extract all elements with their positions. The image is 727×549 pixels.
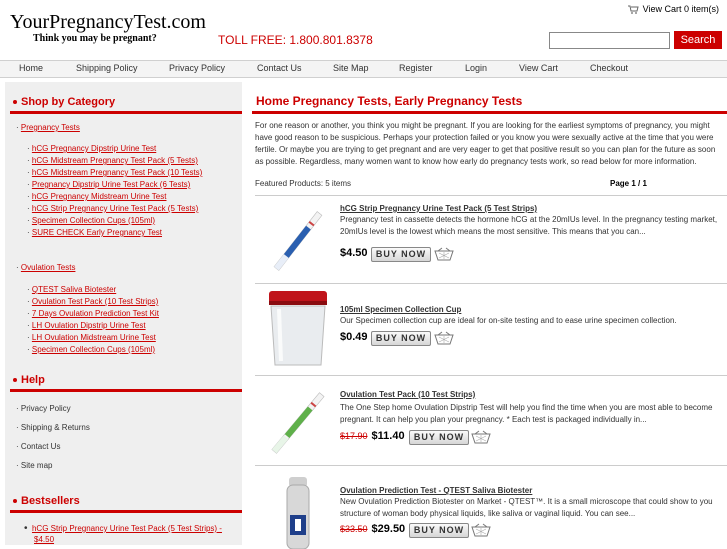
help-contact-us[interactable]: · Contact Us	[16, 442, 61, 451]
old-price: $17.90	[340, 431, 368, 441]
heading-underline	[10, 389, 242, 392]
product-separator	[255, 375, 727, 376]
product-description: New Ovulation Prediction Biotester on Market - QTEST™. It is a small microscope that could show to you structure of woman body physical liquids, like saliva or vaginal liquid. You can see...	[340, 497, 713, 518]
category-item[interactable]: · LH Ovulation Midstream Urine Test	[27, 333, 156, 342]
site-logo[interactable]: YourPregnancyTest.com	[10, 11, 206, 33]
product-price	[340, 247, 368, 259]
category-item-label[interactable]: hCG Midstream Pregnancy Test Pack (5 Tests)	[31, 156, 198, 165]
help-privacy-policy[interactable]: · Privacy Policy	[16, 404, 71, 413]
nav-contact-us[interactable]: Contact Us	[257, 63, 302, 73]
old-price: $33.50	[340, 524, 368, 534]
help-label: Help	[21, 374, 45, 386]
help-title	[13, 374, 45, 386]
nav-home[interactable]: Home	[19, 63, 44, 73]
product-separator	[255, 195, 727, 196]
pregnancy-test-strip-image[interactable]	[259, 201, 337, 279]
page-indicator: Page 1 / 1	[610, 179, 647, 188]
product-name[interactable]: Ovulation Prediction Test - QTEST Saliva Biotester	[340, 486, 533, 495]
help-item-label[interactable]: Contact Us	[20, 442, 61, 451]
category-item-label[interactable]: 7 Days Ovulation Prediction Test Kit	[31, 309, 159, 318]
basket-icon[interactable]	[434, 247, 454, 261]
category-item-label[interactable]: hCG Midstream Pregnancy Test Pack (10 Tests)	[31, 168, 203, 177]
title-underline	[252, 111, 727, 114]
category-item-label[interactable]: hCG Strip Pregnancy Urine Test Pack (5 Tests)	[31, 204, 199, 213]
help-site-map[interactable]: · Site map	[16, 461, 53, 470]
category-item-label[interactable]: hCG Pregnancy Midstream Urine Test	[31, 192, 167, 201]
buy-now-button[interactable]: BUY NOW	[409, 430, 469, 445]
nav-privacy-policy[interactable]: Privacy Policy	[169, 63, 226, 73]
bullet-icon	[13, 499, 17, 503]
product-name[interactable]: hCG Strip Pregnancy Urine Test Pack (5 Test Strips)	[340, 204, 538, 213]
heading-underline	[10, 510, 242, 513]
category-item-label[interactable]: Specimen Collection Cups (105ml)	[31, 345, 156, 354]
product-description: Pregnancy test in cassette detects the hormone hCG at the 20mIUs level. In the pregnancy testing market, 20mIUs level is the lowest which means the most sensitive. This means that you can...	[340, 215, 718, 236]
category-item[interactable]: · Specimen Collection Cups (105ml)	[27, 345, 156, 354]
category-item-label[interactable]: Specimen Collection Cups (105ml)	[31, 216, 156, 225]
price-value: $11.40	[371, 430, 405, 442]
category-item-label[interactable]: LH Ovulation Midstream Urine Test	[31, 333, 156, 342]
featured-count: Featured Products: 5 items	[255, 179, 352, 188]
category-item-label[interactable]: Ovulation Test Pack (10 Test Strips)	[31, 297, 159, 306]
page-title: Home Pregnancy Tests, Early Pregnancy Tests	[256, 94, 523, 108]
product-card	[255, 195, 727, 285]
help-shipping-returns[interactable]: · Shipping & Returns	[16, 423, 90, 432]
bestseller-item-price-label[interactable]: $4.50	[34, 535, 55, 544]
nav-checkout[interactable]: Checkout	[590, 63, 629, 73]
buy-now-button[interactable]: BUY NOW	[409, 523, 469, 538]
shopping-cart-icon	[628, 5, 639, 14]
search-button[interactable]: Search	[674, 31, 722, 49]
category-ovulation-tests-label[interactable]: Ovulation Tests	[20, 263, 76, 272]
category-item[interactable]: · QTEST Saliva Biotester	[27, 285, 117, 294]
category-pregnancy-tests[interactable]: · Pregnancy Tests	[16, 123, 80, 132]
category-ovulation-tests[interactable]: · Ovulation Tests	[16, 263, 76, 272]
product-name[interactable]: 105ml Specimen Collection Cup	[340, 305, 462, 314]
shop-by-category-label: Shop by Category	[21, 96, 116, 108]
basket-icon[interactable]	[471, 430, 491, 444]
bullet-icon	[13, 100, 17, 104]
nav-view-cart[interactable]: View Cart	[519, 63, 558, 73]
nav-site-map[interactable]: Site Map	[333, 63, 369, 73]
category-item[interactable]: · SURE CHECK Early Pregnancy Test	[27, 228, 163, 237]
help-item-label[interactable]: Privacy Policy	[20, 404, 71, 413]
product-card	[255, 465, 727, 545]
bullet-icon	[13, 378, 17, 382]
product-name[interactable]: Ovulation Test Pack (10 Test Strips)	[340, 390, 476, 399]
product-separator	[255, 465, 727, 466]
bestsellers-label: Bestsellers	[21, 495, 80, 507]
price-value: $29.50	[371, 523, 406, 535]
intro-text: For one reason or another, you think you might be pregnant. If you are looking for the earliest symptoms of pregnancy, you might have good reason to be suspicious. Perhaps your protection failed or you know you were sexually active at the time that you were fertile. Or maybe you are trying to get pregnant and are very eager to get that positive result so you can plan for the future as soon as possible. Regardless, many women want to know how early do pregnancy tests work, so read below for more information.	[255, 121, 716, 166]
search-input[interactable]	[549, 32, 670, 49]
ovulation-test-strip-image[interactable]	[259, 381, 337, 459]
heading-underline	[10, 111, 242, 114]
category-item-label[interactable]: Pregnancy Dipstrip Urine Test Pack (6 Tests)	[31, 180, 191, 189]
sidebar	[5, 82, 242, 545]
category-item[interactable]: · hCG Midstream Pregnancy Test Pack (5 Tests)	[27, 156, 198, 165]
buy-now-button[interactable]: BUY NOW	[371, 247, 431, 262]
bestseller-item[interactable]: • hCG Strip Pregnancy Urine Test Pack (5 Test Strips) -	[24, 523, 222, 534]
help-item-label[interactable]: Site map	[20, 461, 53, 470]
product-price	[340, 430, 405, 442]
site-tagline: Think you may be pregnant?	[33, 33, 157, 44]
product-description: The One Step home Ovulation Dipstrip Test will help you find the time when you are most able to become pregnant. It can help you plan your pregnancy. * Each test is packaged individually in...	[340, 403, 713, 424]
price-value: $0.49	[340, 331, 368, 343]
category-item-label[interactable]: QTEST Saliva Biotester	[31, 285, 117, 294]
shop-by-category-title	[13, 96, 115, 108]
help-item-label[interactable]: Shipping & Returns	[20, 423, 90, 432]
category-item-label[interactable]: LH Ovulation Dipstrip Urine Test	[31, 321, 146, 330]
category-item[interactable]: · hCG Strip Pregnancy Urine Test Pack (5 Tests)	[27, 204, 199, 213]
toll-free-number: TOLL FREE: 1.800.801.8378	[218, 33, 373, 47]
category-item[interactable]: · LH Ovulation Dipstrip Urine Test	[27, 321, 146, 330]
nav-shipping-policy[interactable]: Shipping Policy	[76, 63, 138, 73]
price-value: $4.50	[340, 247, 368, 259]
category-item[interactable]: · hCG Pregnancy Midstream Urine Test	[27, 192, 167, 201]
saliva-biotester-image[interactable]	[259, 471, 337, 549]
category-item[interactable]: · 7 Days Ovulation Prediction Test Kit	[27, 309, 159, 318]
basket-icon[interactable]	[434, 331, 454, 345]
buy-now-button[interactable]: BUY NOW	[371, 331, 431, 346]
category-item[interactable]: · hCG Pregnancy Dipstrip Urine Test	[27, 144, 157, 153]
category-item-label[interactable]: hCG Pregnancy Dipstrip Urine Test	[31, 144, 157, 153]
bestsellers-title	[13, 495, 80, 507]
bestseller-item-label[interactable]: hCG Strip Pregnancy Urine Test Pack (5 Test Strips) -	[31, 524, 222, 533]
view-cart-link[interactable]	[628, 4, 719, 14]
basket-icon[interactable]	[471, 523, 491, 537]
bestseller-item-price[interactable]	[34, 535, 54, 544]
view-cart-label[interactable]: View Cart 0 item(s)	[642, 4, 719, 14]
category-item[interactable]: · hCG Midstream Pregnancy Test Pack (10 Tests)	[27, 168, 203, 177]
nav-register[interactable]: Register	[399, 63, 433, 73]
top-navigation	[0, 60, 727, 78]
product-description: Our Specimen collection cup are ideal for on-site testing and to ease urine specimen collection.	[340, 316, 677, 325]
nav-login[interactable]: Login	[465, 63, 488, 73]
category-item[interactable]: · Ovulation Test Pack (10 Test Strips)	[27, 297, 159, 306]
product-price	[340, 523, 405, 535]
category-item-label[interactable]: SURE CHECK Early Pregnancy Test	[31, 228, 163, 237]
category-item[interactable]: · Specimen Collection Cups (105ml)	[27, 216, 156, 225]
product-separator	[255, 283, 727, 284]
category-item[interactable]: · Pregnancy Dipstrip Urine Test Pack (6 Tests)	[27, 180, 191, 189]
category-pregnancy-tests-label[interactable]: Pregnancy Tests	[20, 123, 80, 132]
product-price	[340, 331, 368, 343]
specimen-cup-image[interactable]	[259, 289, 337, 367]
product-card	[255, 283, 727, 373]
product-card	[255, 375, 727, 465]
